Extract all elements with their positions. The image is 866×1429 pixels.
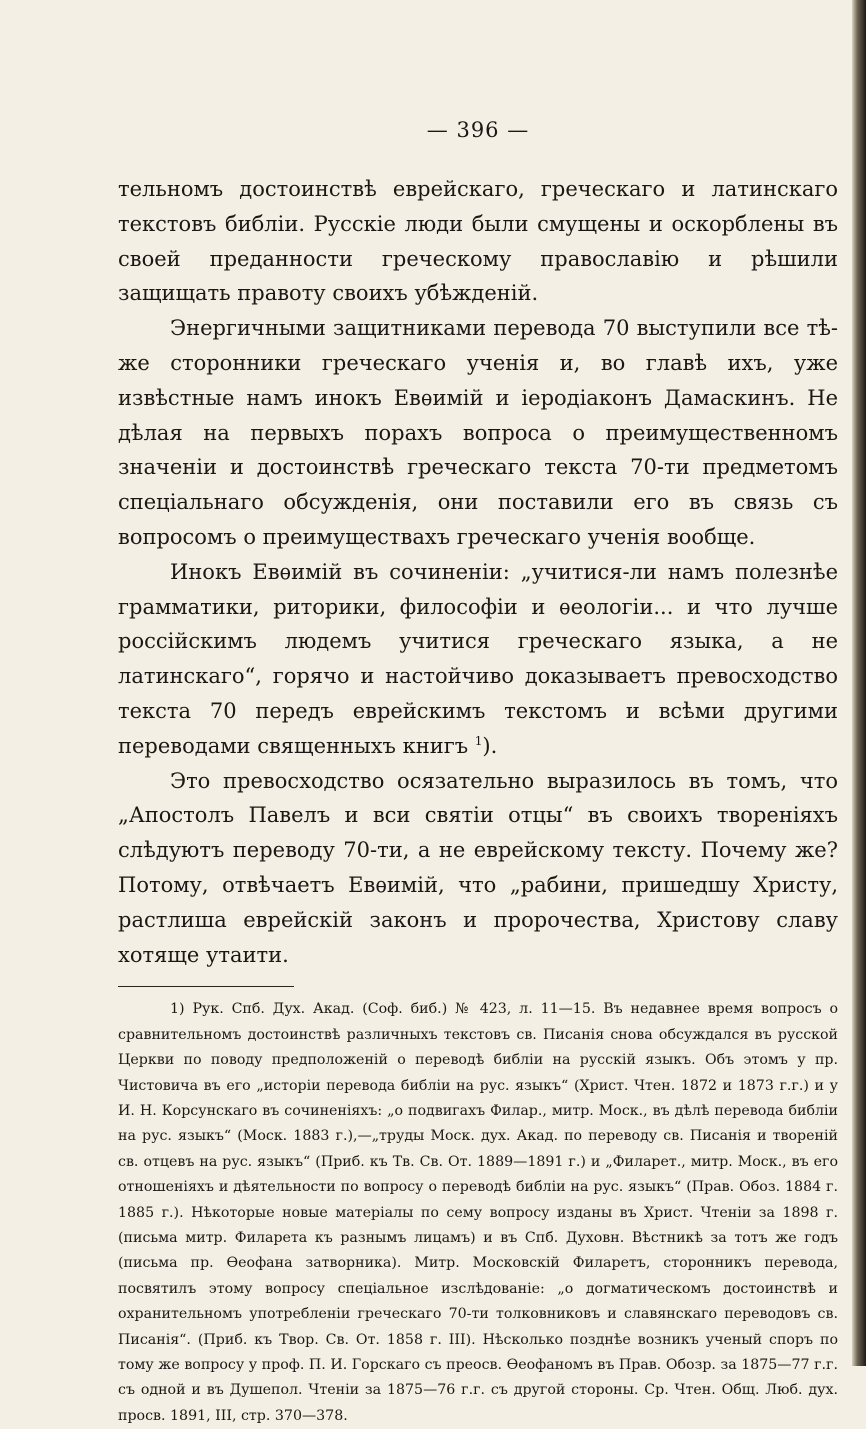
footnote <box>118 997 838 1429</box>
footnote-reference: 1 <box>474 733 483 748</box>
footnote-text: Рук. Спб. Дух. Акад. (Соф. биб.) № 423, л. 11—15. Въ недавнее время вопросъ о сравнительномъ достоинствѣ различныхъ текстовъ св. Писанія снова обсуждался въ русской Церкви по поводу предположеній о переводѣ библіи на русскій языкъ. Объ этомъ у пр. Чистовича въ его „исторіи перевода библіи на рус. языкъ“ (Христ. Чтен. 1872 и 1873 г.г.) и у И. Н. Корсунскаго въ сочиненіяхъ: „о подвигахъ Филар., митр. Моск., въ дѣлѣ перевода библіи на рус. языкъ“ (Моск. 1883 г.),—„труды Моск. дух. Акад. по переводу св. Писанія и твореній св. отцевъ на рус. языкъ“ (Приб. къ Тв. Св. От. 1889—1891 г.) и „Филарет., митр. Моск., въ его отношеніяхъ и дѣятельности по вопросу о переводѣ библіи на рус. языкъ“ (Прав. Обоз. 1884 г. 1885 г.). Нѣкоторые новые матеріалы по сему вопросу изданы въ Христ. Чтеніи за 1898 г. (письма митр. Филарета къ разнымъ лицамъ) и въ Спб. Духовн. Вѣстникѣ за тотъ же годъ (письма пр. Ѳеофана затворника). Митр. Московскій Филаретъ, сторонникъ перевода, посвятилъ этому вопросу спеціальное изслѣдованіе: „о догматическомъ достоинствѣ и охранительномъ употребленіи греческаго 70-ти толковниковъ и славянскаго переводовъ св. Писанія“. (Приб. къ Твор. Св. От. 1858 г. III). Нѣсколько позднѣе возникъ ученый споръ по тому же вопросу у проф. П. И. Горскаго съ преосв. Ѳеофаномъ въ Прав. Обозр. за 1875—77 г.г. съ одной и въ Душепол. Чтеніи за 1875—76 г.г. съ другой стороны. Ср. Чтен. Общ. Люб. дух. просв. 1891, III, стр. 370—378. <box>118 1001 838 1424</box>
page-number: — 396 — <box>426 118 530 142</box>
paragraph-3 <box>118 555 838 764</box>
paragraph-1: тельномъ достоинствѣ еврейскаго, греческаго и латинскаго текстовъ библіи. Русскіе люди были смущены и оскорблены въ своей преданности греческому православію и рѣшили защищать правоту своихъ убѣжденій. <box>118 177 838 306</box>
footnote-marker: 1) <box>170 1001 185 1018</box>
footnote-reference-close: ). <box>482 733 498 758</box>
book-page <box>118 118 838 1429</box>
paragraph-2: Энергичными защитниками перевода 70 выступили все тѣ-же сторонники греческаго ученія и, во главѣ ихъ, уже извѣстные намъ инокъ Евѳимій и іеродіаконъ Дамаскинъ. Не дѣлая на первыхъ порахъ вопроса о преимущественномъ значеніи и достоинствѣ греческаго текста 70-ти предметомъ спеціальнаго обсужденія, они поставили его въ связь съ вопросомъ о преимуществахъ греческаго ученія вообще. <box>118 316 838 549</box>
page-edge-shadow <box>852 0 866 1366</box>
paragraph-4: Это превосходство осязательно выразилось въ томъ, что „Апостолъ Павелъ и вси святіи отцы“ въ своихъ твореніяхъ слѣдуютъ переводу 70-ти, а не еврейскому тексту. Почему же? Потому, отвѣчаетъ Евѳимій, что „рабини, пришедшу Христу, растлиша еврейскій законъ и пророчества, Христову славу хотяще утаити. <box>118 768 838 967</box>
paragraph-3-text: Инокъ Евѳимій въ сочиненіи: „учитися-ли намъ полезнѣе грамматики, риторики, философіи и ѳеологіи... и что лучше россійскимъ людемъ учитися греческаго языка, а не латинскаго“, горячо и настойчиво доказываетъ превосходство текста 70 передъ еврейскимъ текстомъ и всѣми другими переводами священныхъ книгъ <box>118 559 838 758</box>
footnote-divider <box>118 986 294 987</box>
main-text <box>118 172 838 972</box>
footnote-paragraph <box>118 997 838 1429</box>
